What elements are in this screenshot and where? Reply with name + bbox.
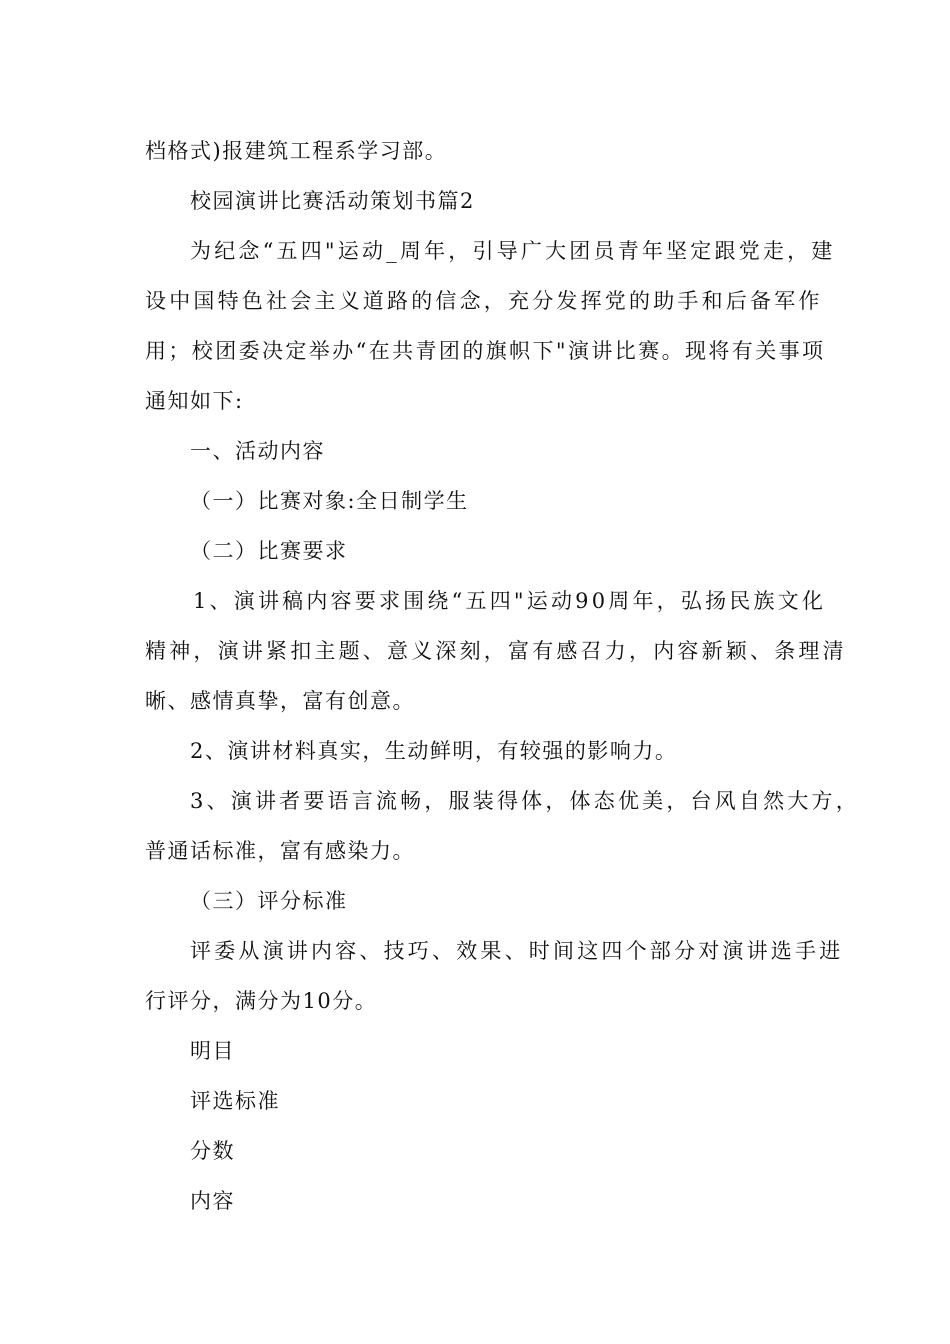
subheading-scoring: （三）评分标准 — [190, 889, 348, 913]
subheading-requirements: （二）比赛要求 — [190, 539, 348, 563]
paragraph-line: 通知如下: — [145, 389, 244, 413]
list-item: 2、演讲材料真实，生动鲜明，有较强的影响力。 — [190, 739, 678, 763]
subheading-participants: （一）比赛对象:全日制学生 — [190, 489, 469, 513]
list-item: 1、演讲稿内容要求围绕“五四"运动90周年，弘扬民族文化 — [193, 589, 827, 613]
table-cell: 明目 — [190, 1039, 235, 1063]
paragraph-line: 精神，演讲紧扣主题、意义深刻，富有感召力，内容新颖、条理清 — [145, 639, 847, 663]
table-cell: 评选标准 — [190, 1089, 280, 1113]
paragraph-line: 评委从演讲内容、技巧、效果、时间这四个部分对演讲选手进 — [190, 939, 844, 963]
paragraph-line: 普通话标准，富有感染力。 — [145, 839, 415, 863]
list-item: 3、演讲者要语言流畅，服装得体，体态优美，台风自然大方， — [190, 789, 860, 813]
paragraph-line: 设中国特色社会主义道路的信念，充分发挥党的助手和后备军作 — [145, 289, 823, 313]
paragraph-line: 行评分，满分为10分。 — [145, 989, 378, 1013]
table-cell: 分数 — [190, 1139, 235, 1163]
heading-activity-content: 一、活动内容 — [190, 439, 325, 463]
paragraph-line: 用；校团委决定举办“在共青团的旗帜下"演讲比赛。现将有关事项 — [145, 339, 826, 363]
section-title: 校园演讲比赛活动策划书篇2 — [190, 189, 475, 213]
paragraph-line: 晰、感情真挚，富有创意。 — [145, 689, 415, 713]
paragraph-line: 为纪念“五四"运动_周年，引导广大团员青年坚定跟党走，建 — [190, 239, 836, 263]
table-cell: 内容 — [190, 1189, 235, 1213]
paragraph-line: 档格式)报建筑工程系学习部。 — [145, 139, 448, 163]
